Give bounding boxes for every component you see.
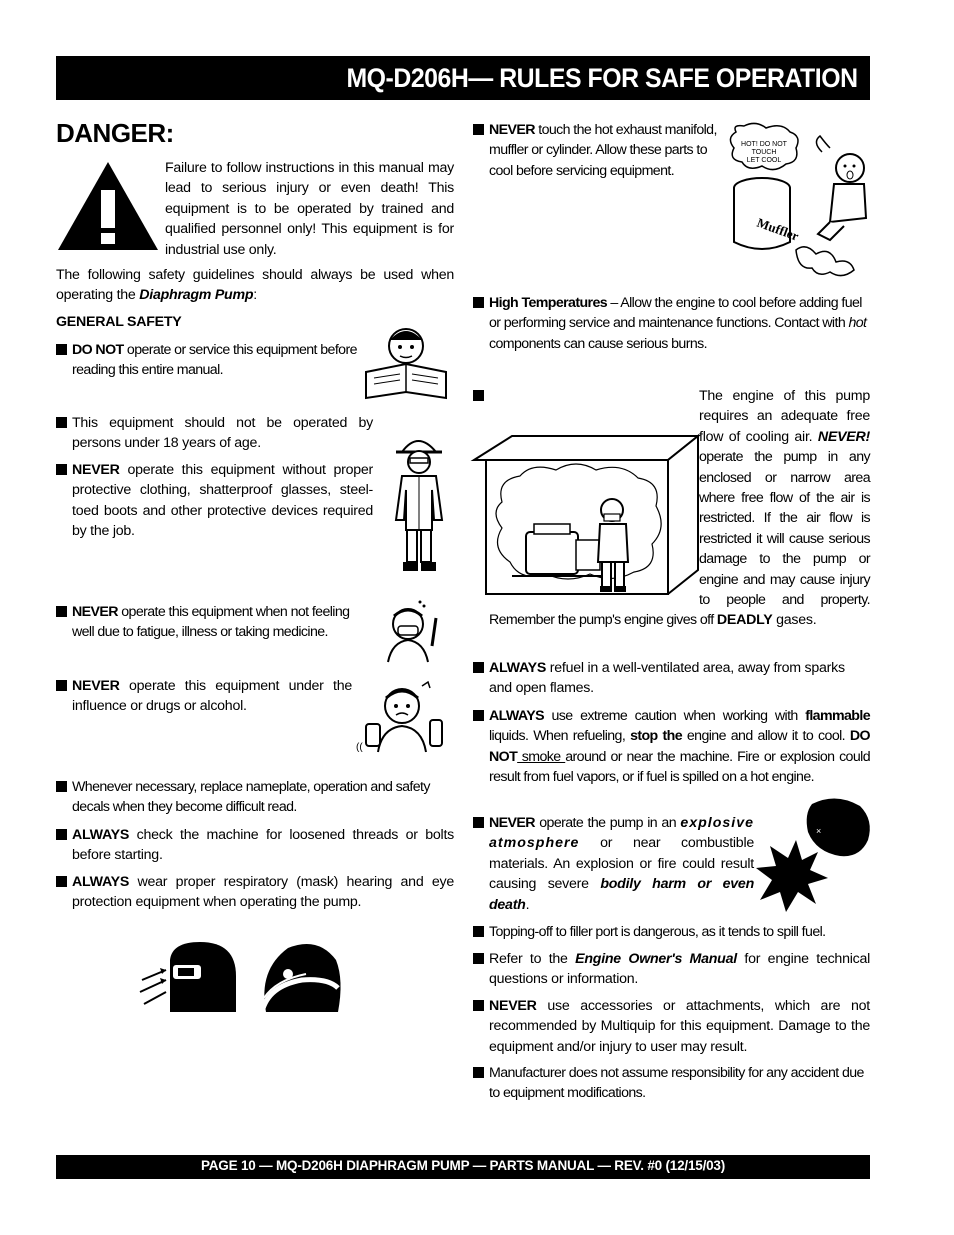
list-item: NEVER touch the hot exhaust manifold, muffler or cylinder. Allow these parts to cool before servicing equipment.: [473, 120, 723, 161]
muffler-label: Muffler: [754, 214, 801, 244]
list-item: NEVER operate this equipment when not feeling well due to fatigue, illness or taking medicine.: [56, 602, 368, 643]
general-safety-heading: GENERAL SAFETY: [56, 314, 182, 330]
danger-heading: DANGER:: [56, 118, 174, 148]
reading-manual-illustration: [362, 320, 454, 400]
list-item: DO NOT operate or service this equipment before reading this entire manual.: [56, 340, 374, 381]
hot-sign-line: TOUCH: [751, 149, 777, 156]
svg-text:×: ×: [816, 826, 822, 836]
list-item: This equipment should not be operated by persons under 18 years of age.: [56, 413, 373, 454]
hot-muffler-illustration: [726, 122, 872, 280]
protective-gear-worker-illustration: [386, 430, 452, 574]
list-item: Refer to the Engine Owner's Manual for engine technical questions or information.: [473, 949, 870, 990]
explosion-illustration: [756, 796, 872, 914]
footer-text: PAGE 10 — MQ-D206H DIAPHRAGM PUMP — PARTS MANUAL — REV. #0 (12/15/03): [200, 1158, 726, 1173]
page-title: MQ-D206H— RULES FOR SAFE OPERATION: [346, 63, 858, 93]
svg-text:((: ((: [356, 742, 363, 753]
sick-worker-illustration: [380, 598, 450, 664]
list-item: NEVER operate the pump in an explosive atmosphere or near combustible materials. An explosion or fire could result causing severe bodily harm or even death.: [473, 813, 754, 915]
list-item: NEVER operate this equipment under the influence or drugs or alcohol.: [56, 676, 352, 717]
footer-bar: [56, 1155, 870, 1179]
list-item: Manufacturer does not assume responsibility for any accident due to equipment modifications.: [473, 1063, 870, 1104]
eye-protection-icon: [138, 940, 238, 1012]
header-bar: [56, 56, 870, 100]
list-item: ALWAYS check the machine for loosened threads or bolts before starting.: [56, 825, 454, 866]
list-item: Topping-off to filler port is dangerous, as it tends to spill fuel.: [473, 922, 873, 942]
hot-sign-line: LET COOL: [746, 157, 782, 164]
list-item: NEVER operate this equipment without proper protective clothing, shatterproof glasses, steel-toed boots and other protective devices required by the job.: [56, 460, 373, 542]
guidelines-intro: The following safety guidelines should always be used when operating the Diaphragm Pump:: [56, 267, 454, 304]
list-item: The engine of this pump requires an adequate free flow of cooling air. NEVER! operate the pump in any enclosed or narrow area where free flow of the air is restricted. If the air flow is restricted it will cause serious damage to the pump or engine and may cause injury to people and property. Remember the pump's engine gives off DEADLY gases.: [473, 386, 870, 631]
ear-protection-icon: [258, 940, 342, 1016]
hot-sign-line: HOT! DO NOT: [741, 141, 787, 148]
warning-triangle-icon: [56, 160, 160, 252]
alcohol-worker-illustration: [356, 680, 452, 754]
list-item: Whenever necessary, replace nameplate, operation and safety decals when they become difficult read.: [56, 777, 454, 818]
list-item: ALWAYS wear proper respiratory (mask) hearing and eye protection equipment when operating the pump.: [56, 872, 454, 913]
list-item: NEVER use accessories or attachments, which are not recommended by Multiquip for this equipment. Damage to the equipment and/or injury to user may result.: [473, 996, 870, 1057]
danger-intro: Failure to follow instructions in this manual may lead to serious injury or even death! This equipment is to be operated by trained and qualified personnel only! This equipment is for industrial use only.: [165, 160, 454, 258]
list-item: ALWAYS refuel in a well-ventilated area, away from sparks and open flames.: [473, 658, 870, 699]
enclosed-area-illustration: [472, 432, 700, 608]
list-item: ALWAYS use extreme caution when working with flammable liquids. When refueling, stop the engine and allow it to cool. DO NOT smoke around or near the machine. Fire or explosion could result from fuel vapors, or if fuel is spilled on a hot engine.: [473, 706, 870, 788]
list-item: High Temperatures – Allow the engine to cool before adding fuel or performing service and maintenance functions. Contact with hot components can cause serious burns.: [473, 293, 870, 354]
